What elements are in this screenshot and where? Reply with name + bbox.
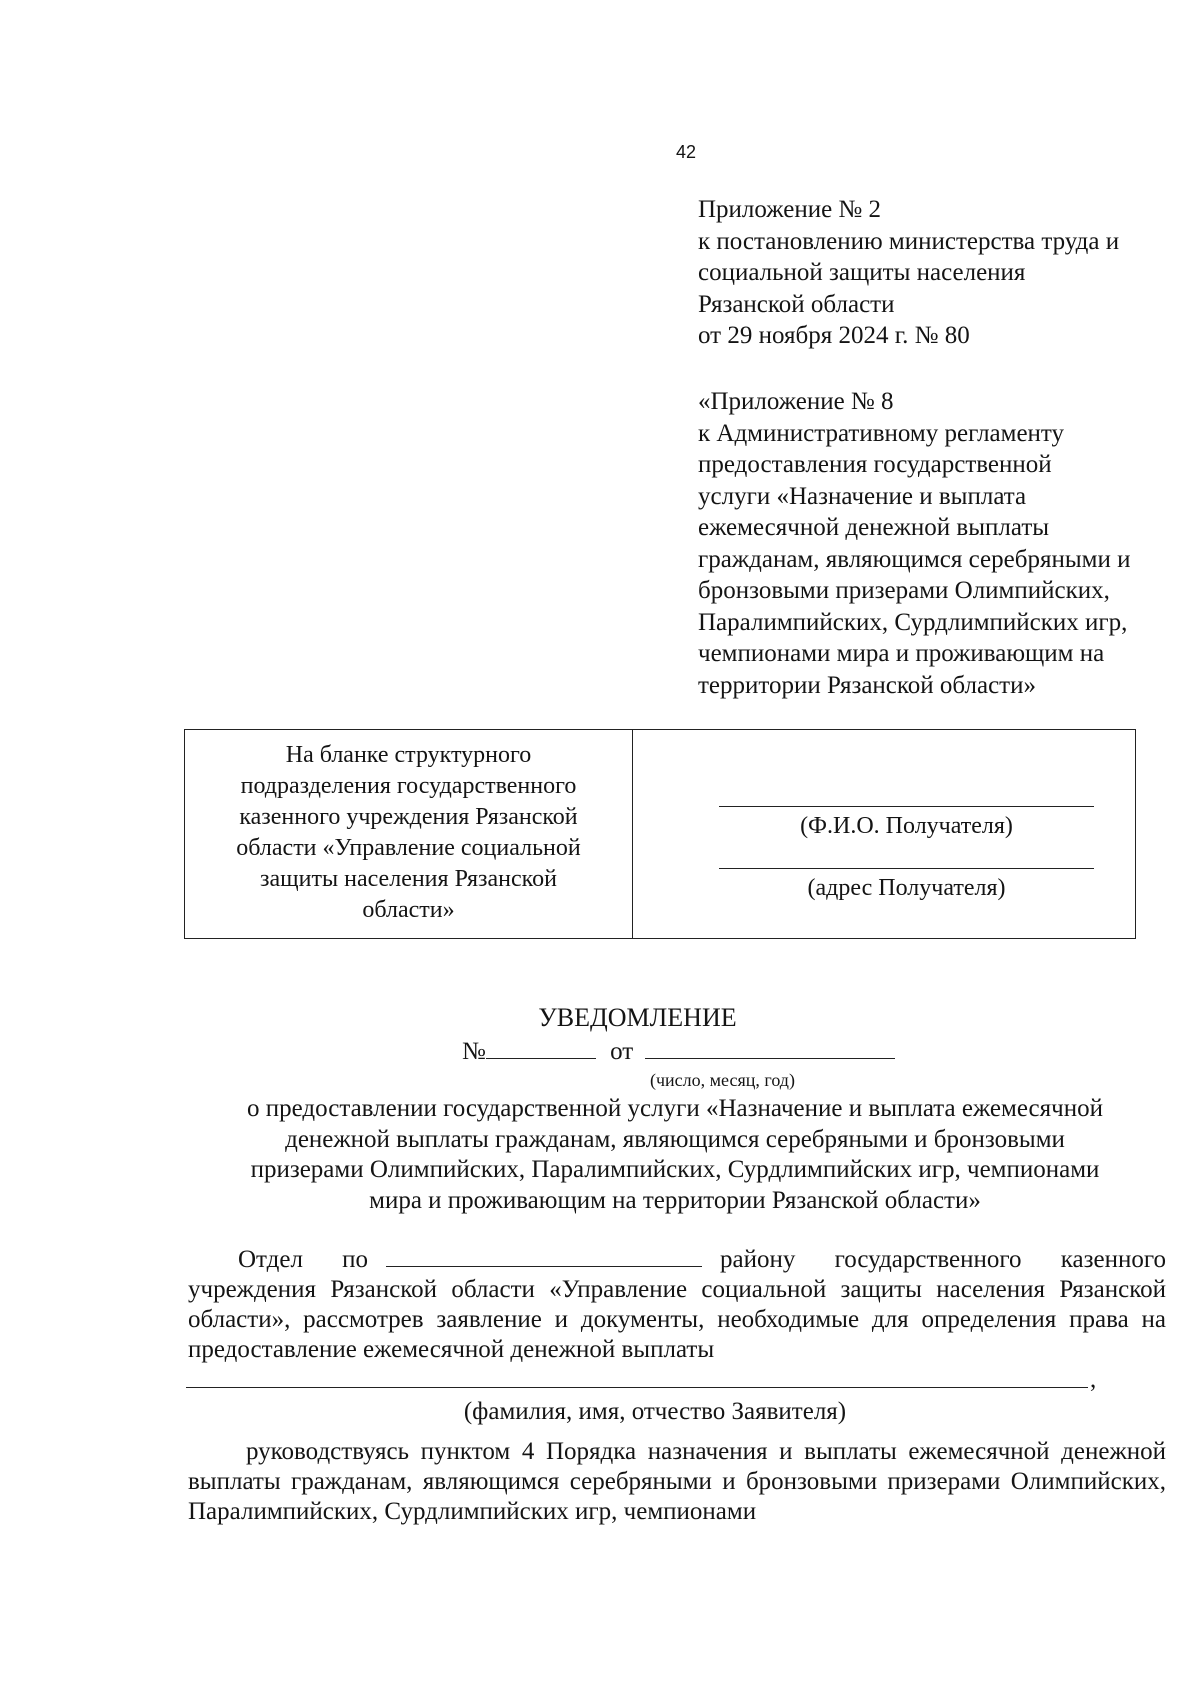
- date-prefix: от: [610, 1038, 634, 1065]
- appendix-8-line: чемпионами мира и проживающим на: [698, 640, 1105, 667]
- letterhead-line: казенного учреждения Рязанской: [239, 804, 578, 830]
- appendix-2-line: от 29 ноября 2024 г. № 80: [698, 322, 970, 349]
- appendix-2-block: [698, 194, 1119, 352]
- paragraph-1-text: району государственного казенного учреждения Рязанской области «Управление социальной защиты населения Рязанской области», рассмотрев заявление и документы, необходимые для определения права на предоставление ежемесячной денежной выплаты: [188, 1246, 1166, 1363]
- letterhead-line: области «Управление социальной: [236, 835, 581, 861]
- notice-number-row: [462, 1036, 895, 1066]
- appendix-8-line: территории Рязанской области»: [698, 671, 1036, 699]
- applicant-caption: (фамилия, имя, отчество Заявителя): [463, 1398, 847, 1425]
- appendix-8-line: гражданам, являющимся серебряными и: [698, 545, 1131, 573]
- recipient-name-caption: (Ф.И.О. Получателя): [800, 813, 1013, 839]
- applicant-name-blank[interactable]: [186, 1387, 1088, 1388]
- letterhead-cell: [185, 730, 633, 938]
- appendix-2-line: социальной защиты населения: [698, 259, 1026, 286]
- body-paragraph-2: руководствуясь пунктом 4 Порядка назначения и выплаты ежемесячной денежной выплаты гражданам, являющимся серебряными и бронзовыми призерами Олимпийских, Паралимпийских, Сурдлимпийских игр, чемпионами: [188, 1438, 1166, 1525]
- recipient-cell: [633, 730, 1135, 938]
- date-caption: (число, месяц, год): [650, 1070, 795, 1090]
- notice-title: УВЕДОМЛЕНИЕ: [538, 1003, 737, 1032]
- appendix-2-line: к постановлению министерства труда и: [698, 227, 1120, 255]
- appendix-8-line: к Административному регламенту: [698, 419, 1065, 447]
- letterhead-line: подразделения государственного: [240, 773, 577, 799]
- subject-line: призерами Олимпийских, Паралимпийских, Сурдлимпийских игр, чемпионами: [250, 1156, 1100, 1183]
- appendix-2-line: Приложение № 2: [698, 196, 882, 223]
- letterhead-line: защиты населения Рязанской: [260, 866, 557, 892]
- letterhead-line: области»: [362, 897, 455, 923]
- district-blank[interactable]: [386, 1246, 702, 1267]
- appendix-2-line: Рязанской области: [698, 290, 895, 318]
- subject-line: денежной выплаты гражданам, являющимся серебряными и бронзовыми: [285, 1125, 1065, 1153]
- letterhead-line: На бланке структурного: [285, 742, 532, 768]
- number-prefix: №: [462, 1038, 486, 1065]
- appendix-8-line: Паралимпийских, Сурдлимпийских игр,: [698, 608, 1128, 636]
- notice-subject: [200, 1094, 1150, 1216]
- appendix-8-block: [698, 386, 1130, 701]
- appendix-8-line: ежемесячной денежной выплаты: [698, 514, 1050, 541]
- appendix-8-line: бронзовыми призерами Олимпийских,: [698, 577, 1110, 604]
- page-number: 42: [676, 142, 697, 162]
- subject-line: о предоставлении государственной услуги «Назначение и выплата ежемесячной: [247, 1095, 1103, 1122]
- department-prefix: Отдел по: [238, 1246, 369, 1273]
- notice-number-blank[interactable]: [486, 1036, 596, 1059]
- body-paragraph-1: [188, 1245, 1166, 1365]
- recipient-address-caption: (адрес Получателя): [807, 875, 1006, 901]
- header-table: [184, 729, 1136, 939]
- notice-date-blank[interactable]: [645, 1036, 895, 1059]
- appendix-8-line: «Приложение № 8: [698, 388, 894, 415]
- appendix-8-line: предоставления государственной: [698, 451, 1052, 478]
- subject-line: мира и проживающим на территории Рязанской области»: [369, 1186, 981, 1214]
- recipient-name-blank[interactable]: [719, 806, 1094, 807]
- appendix-8-line: услуги «Назначение и выплата: [698, 482, 1027, 510]
- recipient-address-blank[interactable]: [719, 868, 1094, 869]
- trailing-comma: ,: [1090, 1366, 1097, 1393]
